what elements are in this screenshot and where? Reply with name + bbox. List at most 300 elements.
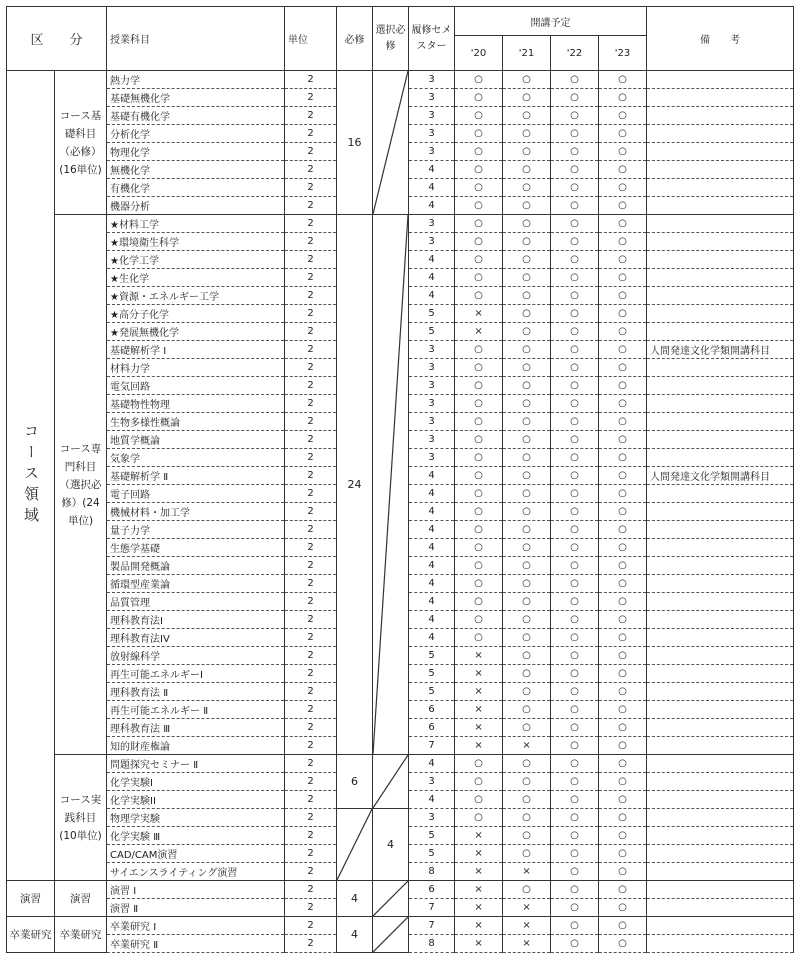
credits-value: 2 (285, 503, 337, 521)
schedule-mark: × (503, 863, 551, 881)
diagonal-line-icon (373, 917, 408, 952)
schedule-mark: ○ (503, 179, 551, 197)
course-row (7, 71, 794, 89)
schedule-mark: ○ (503, 629, 551, 647)
schedule-mark: ○ (551, 647, 599, 665)
semester-value: 4 (409, 485, 455, 503)
schedule-mark: ○ (455, 71, 503, 89)
schedule-mark: ○ (551, 431, 599, 449)
subject-name: 基礎解析学 Ⅱ (107, 467, 285, 485)
schedule-mark: ○ (503, 341, 551, 359)
remarks-value (647, 215, 794, 233)
schedule-mark: ○ (551, 773, 599, 791)
header-year-22: '22 (551, 36, 599, 71)
schedule-mark: ○ (455, 269, 503, 287)
schedule-mark: ○ (503, 359, 551, 377)
schedule-mark: ○ (503, 143, 551, 161)
schedule-mark: ○ (599, 233, 647, 251)
schedule-mark: ○ (503, 197, 551, 215)
semester-value: 4 (409, 791, 455, 809)
schedule-mark: ○ (503, 269, 551, 287)
subject-name: 化学実験 Ⅲ (107, 827, 285, 845)
category-secondary-label: 演習 (70, 892, 91, 905)
subject-name: 基礎解析学 I (107, 341, 285, 359)
schedule-mark: × (455, 323, 503, 341)
header-year-20: '20 (455, 36, 503, 71)
schedule-mark: ○ (599, 935, 647, 953)
category-secondary (55, 755, 107, 881)
schedule-mark: ○ (551, 449, 599, 467)
schedule-mark: ○ (503, 305, 551, 323)
credits-value: 2 (285, 665, 337, 683)
remarks-value (647, 773, 794, 791)
schedule-mark: ○ (455, 809, 503, 827)
schedule-mark: ○ (503, 485, 551, 503)
schedule-mark: × (503, 737, 551, 755)
schedule-mark: ○ (455, 161, 503, 179)
schedule-mark: ○ (599, 845, 647, 863)
schedule-mark: ○ (551, 71, 599, 89)
remarks-value (647, 377, 794, 395)
semester-value: 4 (409, 251, 455, 269)
credits-value: 2 (285, 71, 337, 89)
schedule-mark: ○ (455, 593, 503, 611)
remarks-value (647, 737, 794, 755)
schedule-mark: ○ (599, 467, 647, 485)
header-elective-required-label: 選択必修 (375, 24, 406, 52)
semester-value: 4 (409, 557, 455, 575)
subject-name: 理科教育法IV (107, 629, 285, 647)
schedule-mark: ○ (455, 359, 503, 377)
credits-value: 2 (285, 935, 337, 953)
subject-name: 材料力学 (107, 359, 285, 377)
semester-value: 3 (409, 431, 455, 449)
schedule-mark: ○ (455, 539, 503, 557)
subject-name: 生物多様性概論 (107, 413, 285, 431)
course-row (7, 809, 794, 827)
schedule-mark: ○ (503, 719, 551, 737)
schedule-mark: ○ (455, 575, 503, 593)
semester-value: 8 (409, 863, 455, 881)
subject-name: ★資源・エネルギー工学 (107, 287, 285, 305)
credits-value: 2 (285, 107, 337, 125)
subject-name: 分析化学 (107, 125, 285, 143)
credits-value: 2 (285, 395, 337, 413)
credits-value: 2 (285, 611, 337, 629)
schedule-mark: ○ (599, 89, 647, 107)
schedule-mark: ○ (599, 107, 647, 125)
subject-name: ★材料工学 (107, 215, 285, 233)
semester-value: 4 (409, 575, 455, 593)
schedule-mark: ○ (551, 413, 599, 431)
credits-value: 2 (285, 251, 337, 269)
subject-name: 循環型産業論 (107, 575, 285, 593)
semester-value: 7 (409, 737, 455, 755)
schedule-mark: ○ (599, 197, 647, 215)
schedule-mark: ○ (503, 377, 551, 395)
subject-name: 卒業研究 I (107, 917, 285, 935)
header-semester (409, 7, 455, 71)
credits-value: 2 (285, 89, 337, 107)
category-primary-label: 卒業研究 (9, 929, 52, 941)
semester-value: 3 (409, 413, 455, 431)
remarks-value (647, 827, 794, 845)
course-row (7, 215, 794, 233)
semester-value: 4 (409, 611, 455, 629)
schedule-mark: ○ (551, 755, 599, 773)
schedule-mark: ○ (551, 611, 599, 629)
credits-value: 2 (285, 233, 337, 251)
category-primary-label: コース領域 (22, 423, 40, 528)
schedule-mark: ○ (503, 575, 551, 593)
semester-value: 3 (409, 341, 455, 359)
schedule-mark: × (455, 881, 503, 899)
credits-value: 2 (285, 845, 337, 863)
schedule-mark: ○ (503, 71, 551, 89)
remarks-value (647, 323, 794, 341)
semester-value: 4 (409, 287, 455, 305)
schedule-mark: ○ (503, 449, 551, 467)
subject-name: 品質管理 (107, 593, 285, 611)
schedule-mark: ○ (503, 683, 551, 701)
semester-value: 3 (409, 125, 455, 143)
schedule-mark: ○ (455, 755, 503, 773)
schedule-mark: ○ (551, 881, 599, 899)
schedule-mark: ○ (455, 629, 503, 647)
schedule-mark: ○ (503, 539, 551, 557)
semester-value: 5 (409, 305, 455, 323)
remarks-value (647, 125, 794, 143)
subject-name: ★高分子化学 (107, 305, 285, 323)
schedule-mark: ○ (599, 647, 647, 665)
subject-name: 理科教育法 Ⅱ (107, 683, 285, 701)
credits-value: 2 (285, 125, 337, 143)
remarks-value (647, 485, 794, 503)
credits-value: 2 (285, 431, 337, 449)
schedule-mark: ○ (503, 827, 551, 845)
credits-value: 2 (285, 341, 337, 359)
remarks-value (647, 89, 794, 107)
schedule-mark: ○ (551, 467, 599, 485)
schedule-mark: ○ (599, 791, 647, 809)
schedule-mark: ○ (551, 809, 599, 827)
semester-value: 8 (409, 935, 455, 953)
schedule-mark: ○ (503, 467, 551, 485)
schedule-mark: ○ (599, 827, 647, 845)
semester-value: 3 (409, 215, 455, 233)
semester-value: 5 (409, 665, 455, 683)
credits-value: 2 (285, 413, 337, 431)
schedule-mark: ○ (551, 503, 599, 521)
semester-value: 4 (409, 161, 455, 179)
remarks-value (647, 395, 794, 413)
schedule-mark: ○ (503, 233, 551, 251)
category-secondary (55, 881, 107, 917)
schedule-mark: ○ (599, 323, 647, 341)
schedule-mark: ○ (599, 449, 647, 467)
subject-name: 演習 I (107, 881, 285, 899)
schedule-mark: ○ (551, 917, 599, 935)
schedule-mark: ○ (551, 629, 599, 647)
elective-required-empty (373, 755, 409, 809)
schedule-mark: ○ (599, 809, 647, 827)
schedule-mark: ○ (551, 107, 599, 125)
diagonal-line-icon (373, 215, 408, 754)
credits-value: 2 (285, 269, 337, 287)
schedule-mark: ○ (551, 485, 599, 503)
schedule-mark: ○ (599, 179, 647, 197)
remarks-value (647, 305, 794, 323)
schedule-mark: ○ (551, 269, 599, 287)
credits-value: 2 (285, 359, 337, 377)
subject-name: 卒業研究 Ⅱ (107, 935, 285, 953)
schedule-mark: ○ (599, 755, 647, 773)
schedule-mark: ○ (503, 89, 551, 107)
schedule-mark: ○ (599, 431, 647, 449)
schedule-mark: ○ (551, 575, 599, 593)
course-row (7, 881, 794, 899)
subject-name: サイエンスライティング演習 (107, 863, 285, 881)
credits-value: 2 (285, 917, 337, 935)
header-category: 区 分 (7, 7, 107, 71)
subject-name: 気象学 (107, 449, 285, 467)
remarks-value (647, 197, 794, 215)
remarks-value (647, 629, 794, 647)
remarks-value (647, 233, 794, 251)
remarks-value (647, 719, 794, 737)
semester-value: 4 (409, 629, 455, 647)
subject-name: 化学実験I (107, 773, 285, 791)
schedule-mark: ○ (551, 197, 599, 215)
category-secondary-label: コース専門科目（選択必修）(24単位) (59, 442, 102, 527)
subject-name: 製品開発概論 (107, 557, 285, 575)
schedule-mark: ○ (551, 827, 599, 845)
schedule-mark: ○ (599, 287, 647, 305)
schedule-mark: ○ (455, 179, 503, 197)
remarks-value (647, 593, 794, 611)
schedule-mark: ○ (599, 539, 647, 557)
subject-name: 電子回路 (107, 485, 285, 503)
schedule-mark: ○ (599, 143, 647, 161)
semester-value: 3 (409, 107, 455, 125)
remarks-value (647, 701, 794, 719)
schedule-mark: ○ (599, 251, 647, 269)
subject-name: ★生化学 (107, 269, 285, 287)
schedule-mark: ○ (503, 251, 551, 269)
credits-value: 2 (285, 377, 337, 395)
remarks-value (647, 845, 794, 863)
credits-value: 2 (285, 305, 337, 323)
remarks-value (647, 683, 794, 701)
schedule-mark: ○ (551, 557, 599, 575)
schedule-mark: ○ (503, 701, 551, 719)
subject-name: 機器分析 (107, 197, 285, 215)
schedule-mark: ○ (599, 521, 647, 539)
credits-value: 2 (285, 143, 337, 161)
course-table-body (7, 71, 794, 953)
semester-value: 4 (409, 539, 455, 557)
required-credits: 4 (337, 917, 373, 953)
schedule-mark: ○ (503, 773, 551, 791)
category-primary (7, 881, 55, 917)
schedule-mark: × (503, 899, 551, 917)
semester-value: 6 (409, 719, 455, 737)
category-secondary-label: コース基礎科目（必修）(16単位) (59, 109, 102, 176)
required-credits: 4 (337, 881, 373, 917)
remarks-value (647, 269, 794, 287)
category-secondary-label: コース実践科目(10単位) (59, 793, 102, 842)
schedule-mark: ○ (599, 881, 647, 899)
required-credits: 24 (337, 215, 373, 755)
schedule-mark: ○ (503, 431, 551, 449)
credits-value: 2 (285, 323, 337, 341)
schedule-mark: ○ (503, 323, 551, 341)
credits-value: 2 (285, 449, 337, 467)
semester-value: 4 (409, 467, 455, 485)
schedule-mark: ○ (503, 125, 551, 143)
required-empty (337, 809, 373, 881)
schedule-mark: ○ (599, 593, 647, 611)
remarks-value (647, 863, 794, 881)
schedule-mark: ○ (599, 575, 647, 593)
credits-value: 2 (285, 719, 337, 737)
remarks-value (647, 359, 794, 377)
course-row (7, 917, 794, 935)
schedule-mark: ○ (551, 539, 599, 557)
semester-value: 7 (409, 899, 455, 917)
schedule-mark: ○ (551, 791, 599, 809)
subject-name: 物理化学 (107, 143, 285, 161)
credits-value: 2 (285, 287, 337, 305)
semester-value: 6 (409, 881, 455, 899)
schedule-mark: ○ (551, 143, 599, 161)
schedule-mark: ○ (455, 341, 503, 359)
schedule-mark: ○ (551, 863, 599, 881)
subject-name: 基礎有機化学 (107, 107, 285, 125)
subject-name: 基礎無機化学 (107, 89, 285, 107)
remarks-value (647, 917, 794, 935)
schedule-mark: ○ (455, 485, 503, 503)
schedule-mark: × (455, 701, 503, 719)
semester-value: 4 (409, 755, 455, 773)
category-secondary (55, 215, 107, 755)
schedule-mark: ○ (599, 665, 647, 683)
header-credits: 単位 (285, 7, 337, 71)
required-credits: 6 (337, 755, 373, 809)
subject-name: ★発展無機化学 (107, 323, 285, 341)
subject-name: 理科教育法 Ⅲ (107, 719, 285, 737)
remarks-value (647, 449, 794, 467)
semester-value: 3 (409, 377, 455, 395)
credits-value: 2 (285, 737, 337, 755)
schedule-mark: × (455, 737, 503, 755)
schedule-mark: ○ (455, 251, 503, 269)
category-primary-label: 演習 (20, 893, 41, 905)
schedule-mark: ○ (599, 413, 647, 431)
semester-value: 4 (409, 521, 455, 539)
semester-value: 5 (409, 827, 455, 845)
semester-value: 3 (409, 395, 455, 413)
subject-name: 熱力学 (107, 71, 285, 89)
credits-value: 2 (285, 215, 337, 233)
subject-name: 量子力学 (107, 521, 285, 539)
semester-value: 4 (409, 269, 455, 287)
credits-value: 2 (285, 809, 337, 827)
schedule-mark: × (503, 935, 551, 953)
subject-name: 機械材料・加工学 (107, 503, 285, 521)
schedule-mark: ○ (599, 683, 647, 701)
diagonal-line-icon (373, 881, 408, 916)
schedule-mark: × (455, 719, 503, 737)
schedule-mark: ○ (455, 413, 503, 431)
category-primary (7, 71, 55, 881)
remarks-value (647, 755, 794, 773)
schedule-mark: ○ (551, 161, 599, 179)
subject-name: CAD/CAM演習 (107, 845, 285, 863)
subject-name: 演習 Ⅱ (107, 899, 285, 917)
subject-name: 電気回路 (107, 377, 285, 395)
schedule-mark: × (455, 827, 503, 845)
schedule-mark: ○ (503, 809, 551, 827)
semester-value: 3 (409, 143, 455, 161)
credits-value: 2 (285, 863, 337, 881)
subject-name: 基礎物性物理 (107, 395, 285, 413)
subject-name: ★環境衛生科学 (107, 233, 285, 251)
header-required: 必修 (337, 7, 373, 71)
schedule-mark: ○ (503, 395, 551, 413)
schedule-mark: ○ (599, 377, 647, 395)
remarks-value (647, 503, 794, 521)
schedule-mark: ○ (599, 899, 647, 917)
schedule-mark: ○ (551, 287, 599, 305)
remarks-value: 人間発達文化学類開講科目 (647, 467, 794, 485)
credits-value: 2 (285, 701, 337, 719)
schedule-mark: × (455, 305, 503, 323)
subject-name: 地質学概論 (107, 431, 285, 449)
schedule-mark: ○ (455, 521, 503, 539)
schedule-mark: ○ (599, 917, 647, 935)
schedule-mark: ○ (551, 683, 599, 701)
schedule-mark: ○ (455, 395, 503, 413)
remarks-value (647, 431, 794, 449)
schedule-mark: ○ (599, 485, 647, 503)
remarks-value (647, 539, 794, 557)
schedule-mark: ○ (455, 287, 503, 305)
subject-name: ★化学工学 (107, 251, 285, 269)
subject-name: 問題探究セミナー Ⅱ (107, 755, 285, 773)
schedule-mark: ○ (551, 179, 599, 197)
subject-name: 放射線科学 (107, 647, 285, 665)
elective-required-empty (373, 215, 409, 755)
schedule-mark: ○ (599, 359, 647, 377)
schedule-mark: ○ (455, 791, 503, 809)
schedule-mark: ○ (503, 557, 551, 575)
semester-value: 5 (409, 683, 455, 701)
category-primary (7, 917, 55, 953)
semester-value: 3 (409, 359, 455, 377)
subject-name: 再生可能エネルギーI (107, 665, 285, 683)
credits-value: 2 (285, 179, 337, 197)
credits-value: 2 (285, 647, 337, 665)
subject-name: 物理学実験 (107, 809, 285, 827)
semester-value: 5 (409, 323, 455, 341)
elective-required-empty (373, 71, 409, 215)
schedule-mark: × (455, 935, 503, 953)
credits-value: 2 (285, 791, 337, 809)
semester-value: 3 (409, 89, 455, 107)
schedule-mark: ○ (455, 611, 503, 629)
schedule-mark: ○ (503, 611, 551, 629)
